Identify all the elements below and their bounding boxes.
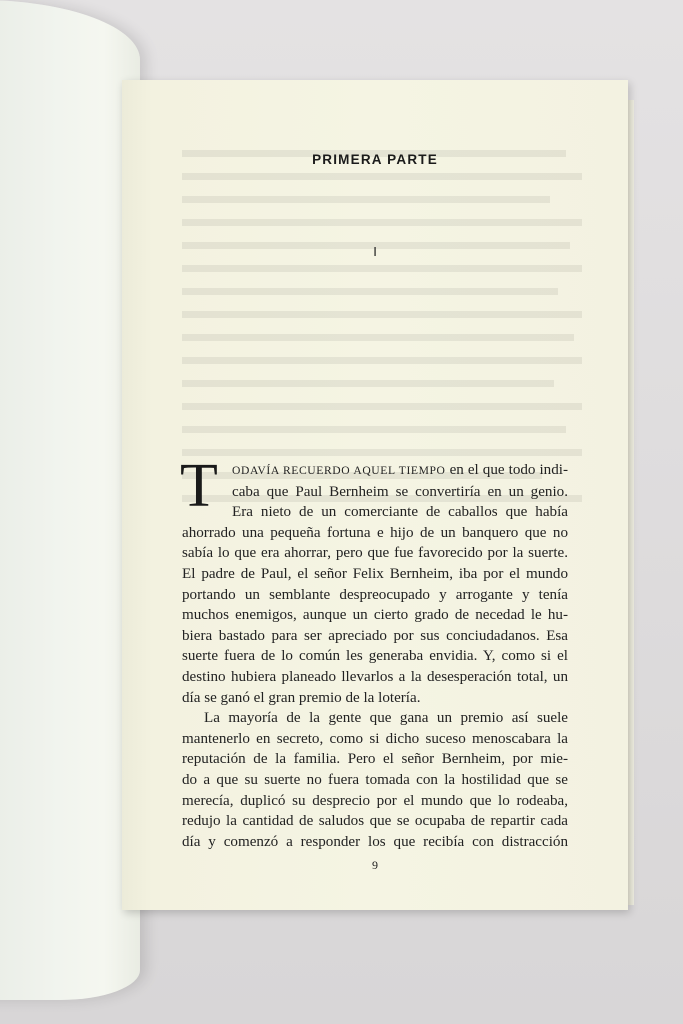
text-line: mantenerlo en secreto, como si dicho suceso menoscabara la	[182, 730, 568, 747]
text-line: sabía lo que era ahorrar, pero que fue favorecido por la suerte.	[182, 545, 568, 562]
text-line: suerte fuera de lo común les generaba envidia. Y, como si el	[182, 648, 568, 665]
text-line: redujo la cantidad de saludos que se ocupaba de repartir cada	[182, 813, 568, 830]
text-line: reputación de la familia. Pero el señor Bernheim, por mie-	[182, 751, 568, 768]
text-line: destino hubiera planeado llevarlos a la desesperación total, un	[182, 668, 568, 685]
body-text	[180, 452, 568, 852]
text-line: caba que Paul Bernheim se convertiría en un genio.	[232, 483, 568, 500]
page-edge	[628, 100, 634, 905]
chapter-number: I	[373, 244, 377, 259]
left-page-bleed-through	[0, 180, 20, 580]
text-line: merecía, duplicó su desprecio por el mundo que lo rodeaba,	[182, 792, 568, 809]
drop-cap: T	[180, 452, 218, 520]
text-line: portando un semblante despreocupado y arrogante y tenía	[182, 586, 568, 603]
right-page	[122, 80, 628, 910]
text-line: día y comenzó a responder los que recibía con distracción	[182, 833, 568, 850]
text-line: Era nieto de un comerciante de caballos que había	[232, 504, 568, 521]
text-line: biera bastado para ser apreciado por sus conciudadanos. Esa	[182, 627, 568, 644]
text-line: día se ganó el gran premio de la lotería.	[182, 689, 421, 706]
smallcaps-lead: ODAVÍA RECUERDO AQUEL TIEMPO	[232, 464, 446, 477]
text-line: El padre de Paul, el señor Felix Bernheim, iba por el mundo	[182, 565, 568, 582]
page-number: 9	[372, 858, 378, 872]
text-line: La mayoría de la gente que gana un premio así suele	[204, 710, 568, 727]
part-title: PRIMERA PARTE	[312, 152, 438, 167]
text-line: do a que su suerte no fuera tomada con la hostilidad que se	[182, 771, 568, 788]
left-page	[0, 0, 140, 1000]
text-line: ahorrado una pequeña fortuna e hijo de un banquero que no	[182, 524, 568, 541]
text-line: ODAVÍA RECUERDO AQUEL TIEMPO en el que todo indi-	[232, 462, 568, 478]
text-line: muchos enemigos, aunque un cierto grado de necedad le hu-	[182, 607, 568, 624]
